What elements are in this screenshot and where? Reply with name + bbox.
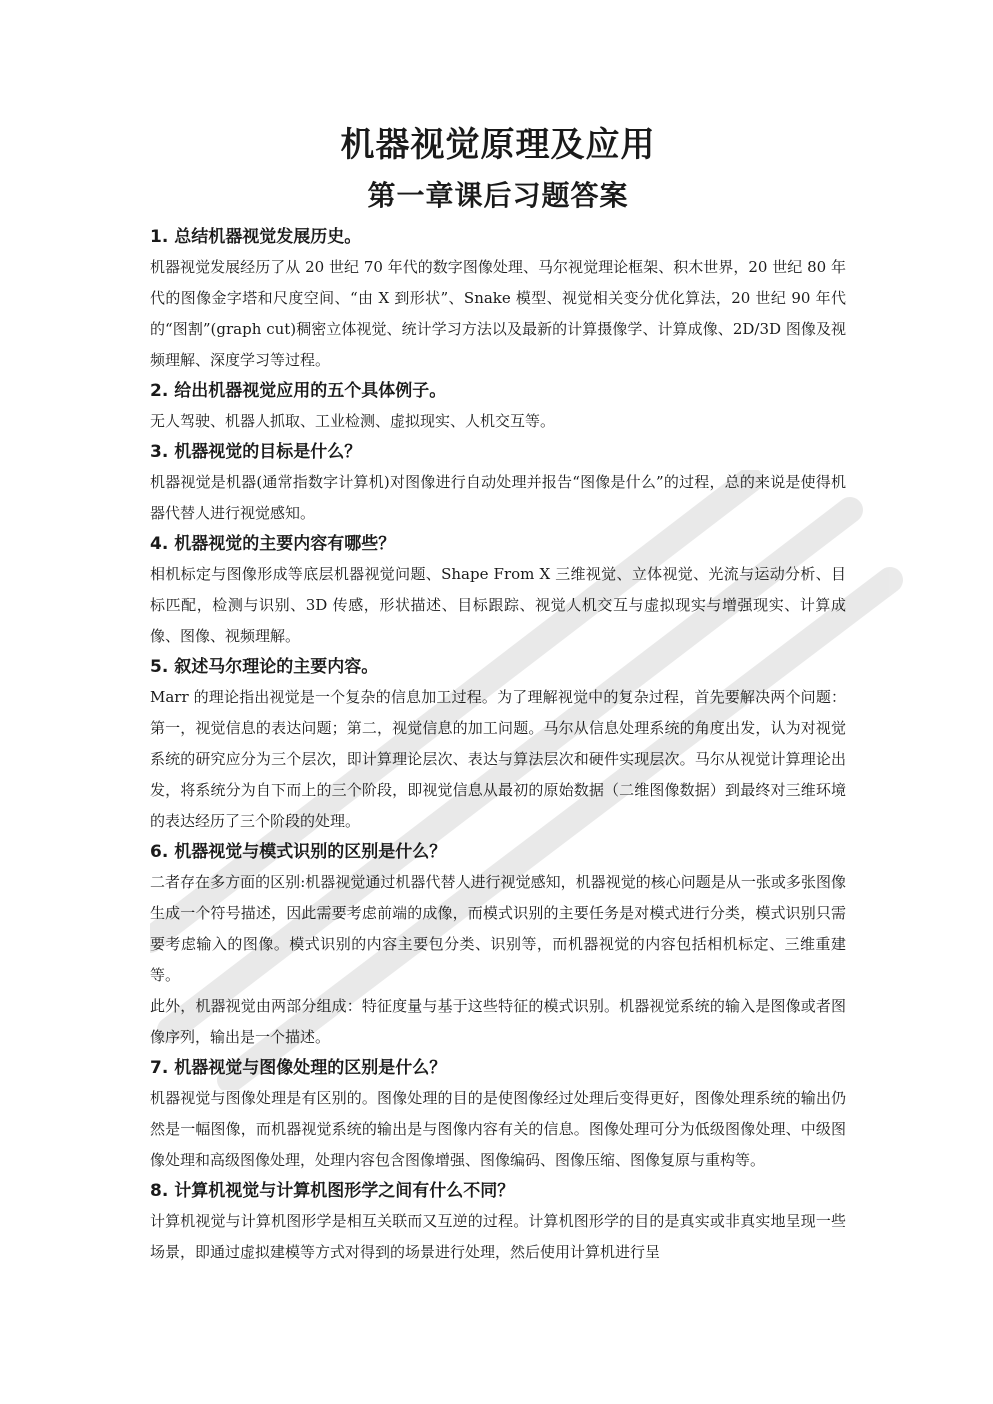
answer-paragraph: 机器视觉发展经历了从 20 世纪 70 年代的数字图像处理、马尔视觉理论框架、积木世界，20 世纪 80 年代的图像金字塔和尺度空间、“由 X 到形状”、Snake 模型、视觉相关变分优化算法，20 世纪 90 年代的“图割”(graph cut)稠密立体视觉、统计学习方法以及最新的计算摄像学、计算成像、2D/3D 图像及视频理解、深度学习等过程。 xyxy=(150,258,846,369)
qa-section xyxy=(150,1176,846,1268)
question-heading: 4. 机器视觉的主要内容有哪些？ xyxy=(150,534,396,554)
answer-paragraph: 机器视觉与图像处理是有区别的。图像处理的目的是使图像经过处理后变得更好，图像处理系统的输出仍然是一幅图像，而机器视觉系统的输出是与图像内容有关的信息。图像处理可分为低级图像处理、中级图像处理和高级图像处理，处理内容包含图像增强、图像编码、图像压缩、图像复原与重构等。 xyxy=(150,1089,846,1169)
answer-paragraph: 计算机视觉与计算机图形学是相互关联而又互逆的过程。计算机图形学的目的是真实或非真实地呈现一些场景，即通过虚拟建模等方式对得到的场景进行处理，然后使用计算机进行呈 xyxy=(150,1212,846,1261)
answer-paragraph: 相机标定与图像形成等底层机器视觉问题、Shape From X 三维视觉、立体视觉、光流与运动分析、目标匹配，检测与识别、3D 传感，形状描述、目标跟踪、视觉人机交互与虚拟现实与增强现实、计算成像、图像、视频理解。 xyxy=(150,565,846,645)
qa-section xyxy=(150,376,846,437)
document-subtitle: 第一章课后习题答案 xyxy=(367,179,629,212)
question-list xyxy=(150,222,846,1268)
question-heading: 8. 计算机视觉与计算机图形学之间有什么不同？ xyxy=(150,1181,515,1201)
question-heading: 1. 总结机器视觉发展历史。 xyxy=(150,227,362,247)
document-title: 机器视觉原理及应用 xyxy=(340,125,656,165)
question-heading: 3. 机器视觉的目标是什么？ xyxy=(150,442,362,462)
answer-paragraph: 无人驾驶、机器人抓取、工业检测、虚拟现实、人机交互等。 xyxy=(150,412,556,430)
question-heading: 2. 给出机器视觉应用的五个具体例子。 xyxy=(150,381,447,401)
question-heading: 5. 叙述马尔理论的主要内容。 xyxy=(150,657,379,677)
answer-paragraph: Marr 的理论指出视觉是一个复杂的信息加工过程。为了理解视觉中的复杂过程，首先要解决两个问题：第一，视觉信息的表达问题；第二，视觉信息的加工问题。马尔从信息处理系统的角度出发，认为对视觉系统的研究应分为三个层次，即计算理论层次、表达与算法层次和硬件实现层次。马尔从视觉计算理论出发，将系统分为自下而上的三个阶段，即视觉信息从最初的原始数据（二维图像数据）到最终对三维环境的表达经历了三个阶段的处理。 xyxy=(150,688,846,830)
qa-section xyxy=(150,222,846,376)
qa-section xyxy=(150,1053,846,1176)
document-page xyxy=(150,118,846,1268)
answer-paragraph: 机器视觉是机器(通常指数字计算机)对图像进行自动处理并报告“图像是什么”的过程，总的来说是使得机器代替人进行视觉感知。 xyxy=(150,473,846,522)
answer-paragraph: 二者存在多方面的区别:机器视觉通过机器代替人进行视觉感知，机器视觉的核心问题是从一张或多张图像生成一个符号描述，因此需要考虑前端的成像，而模式识别的主要任务是对模式进行分类，模式识别只需要考虑输入的图像。模式识别的内容主要包分类、识别等，而机器视觉的内容包括相机标定、三维重建等。 xyxy=(150,873,846,984)
question-heading: 7. 机器视觉与图像处理的区别是什么？ xyxy=(150,1058,447,1078)
qa-section xyxy=(150,837,846,1053)
qa-section xyxy=(150,652,846,837)
qa-section xyxy=(150,437,846,529)
answer-paragraph: 此外，机器视觉由两部分组成：特征度量与基于这些特征的模式识别。机器视觉系统的输入是图像或者图像序列，输出是一个描述。 xyxy=(150,997,846,1046)
question-heading: 6. 机器视觉与模式识别的区别是什么？ xyxy=(150,842,447,862)
qa-section xyxy=(150,529,846,652)
